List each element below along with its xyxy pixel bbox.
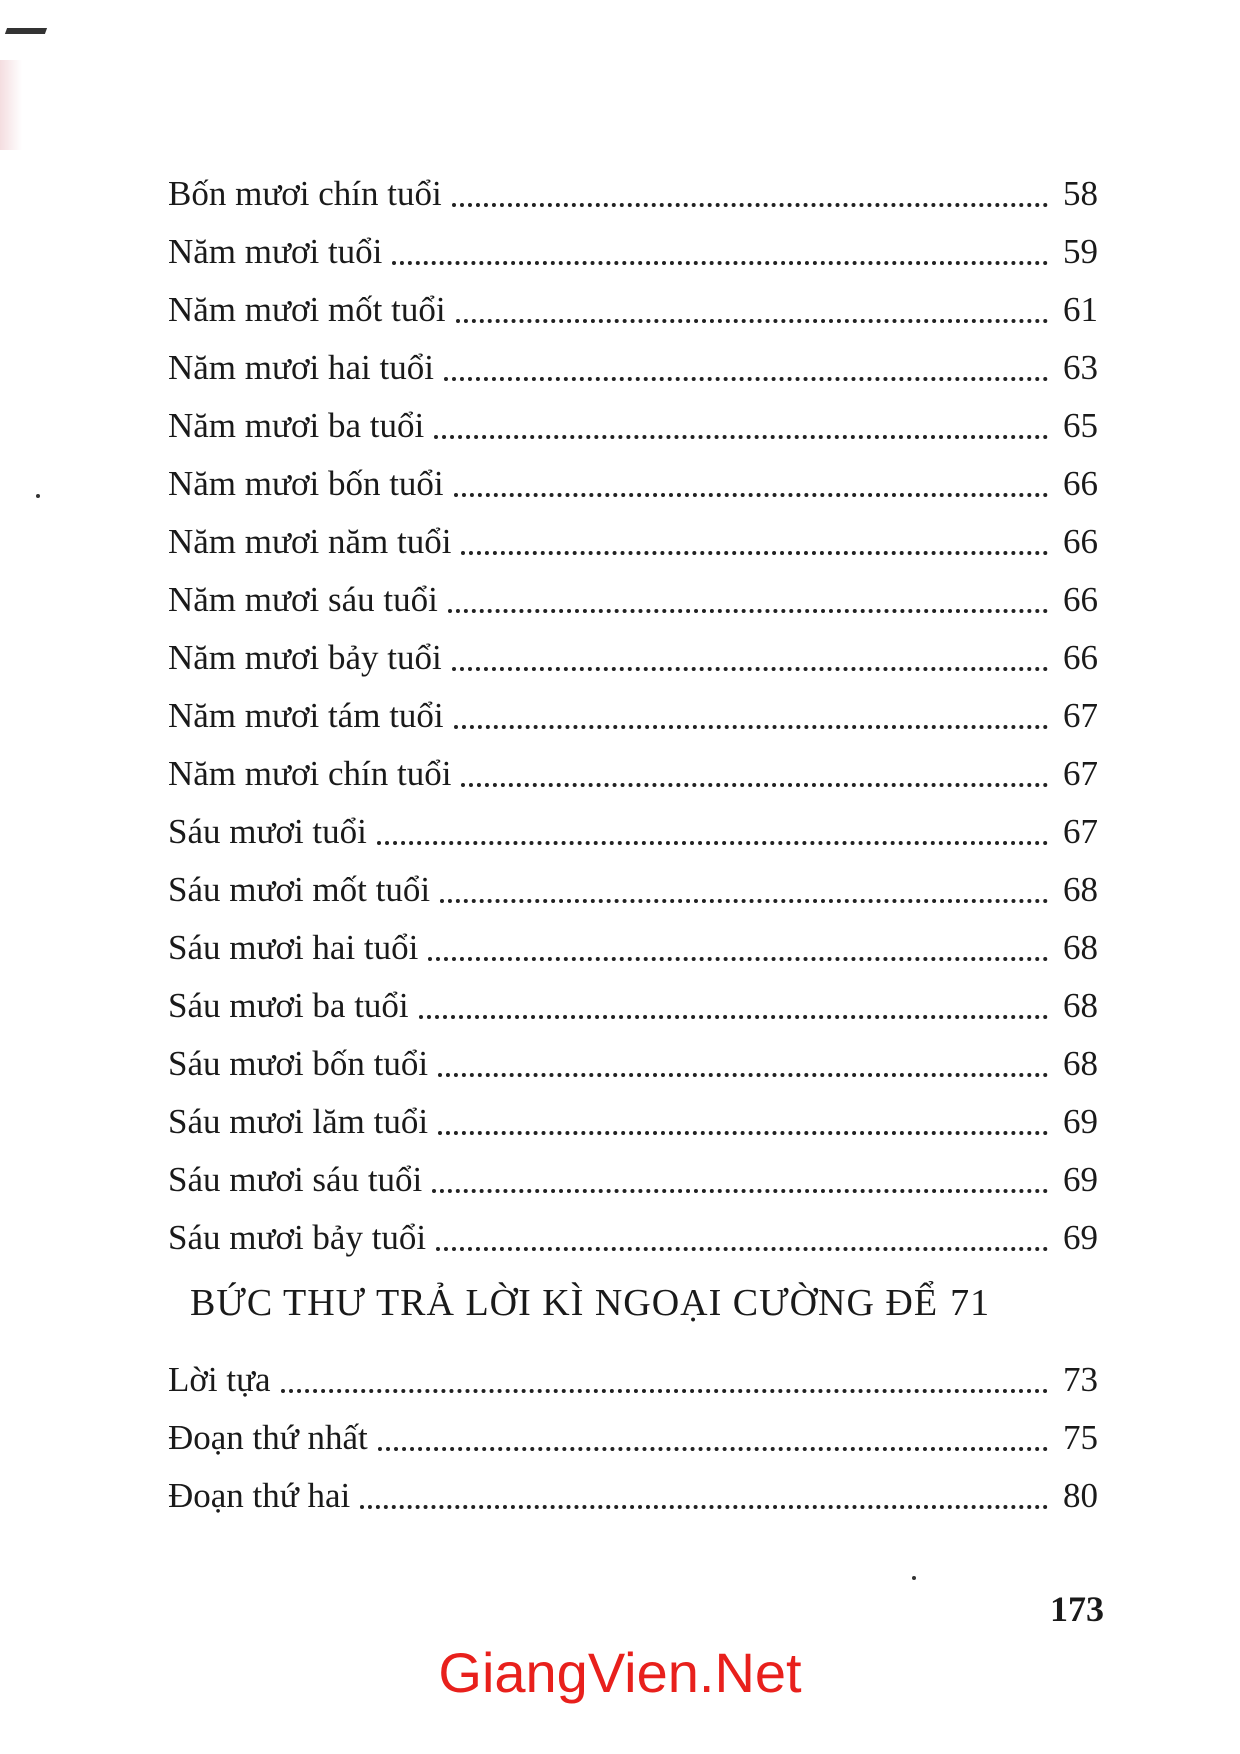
toc-entry-page: 59 [1063,232,1098,271]
toc-entry [168,397,1098,455]
toc-entry [168,455,1098,513]
dot-leader [438,1072,1048,1077]
toc-entry-label: Năm mươi bốn tuổi [168,464,444,503]
dot-leader [438,1130,1048,1135]
toc-entry-page: 66 [1063,464,1098,503]
toc-entry-page: 67 [1063,812,1098,851]
toc-entry-page: 63 [1063,348,1098,387]
toc-entry-label: Sáu mươi bốn tuổi [168,1044,429,1083]
dot-leader [436,1246,1048,1251]
toc-entry-page: 67 [1063,754,1098,793]
toc-entry-page: 61 [1063,290,1098,329]
toc-entry-page: 68 [1063,1044,1098,1083]
toc-entry-label: Năm mươi sáu tuổi [168,580,438,619]
toc-entry-label: Đoạn thứ hai [168,1476,351,1515]
scan-speck [912,1576,916,1580]
dot-leader [377,840,1048,845]
toc-entry-label: Sáu mươi sáu tuổi [168,1160,423,1199]
toc-entry [168,165,1098,223]
toc-entry [168,687,1098,745]
dot-leader [456,318,1048,323]
toc-list-part1 [168,165,1098,1267]
toc-entry [168,1467,1098,1525]
dot-leader [454,492,1048,497]
section-title-text: BỨC THƯ TRẢ LỜI KÌ NGOẠI CƯỜNG ĐỂ [190,1282,939,1324]
dot-leader [360,1504,1048,1509]
dot-leader [461,782,1048,787]
toc-entry-page: 75 [1063,1418,1098,1457]
scan-speck [36,494,40,498]
dot-leader [440,898,1048,903]
toc-entry-page: 67 [1063,696,1098,735]
dot-leader [444,376,1048,381]
toc-entry-label: Năm mươi năm tuổi [168,522,452,561]
toc-entry [168,513,1098,571]
toc-entry-page: 69 [1063,1102,1098,1141]
dot-leader [461,550,1048,555]
toc-entry-label: Sáu mươi ba tuổi [168,986,409,1025]
toc-entry-label: Sáu mươi bảy tuổi [168,1218,427,1257]
toc-entry [168,1093,1098,1151]
dot-leader [378,1446,1048,1451]
toc-entry [168,977,1098,1035]
dot-leader [452,666,1048,671]
toc-entry-label: Sáu mươi hai tuổi [168,928,419,967]
toc-entry [168,1409,1098,1467]
toc-entry [168,1209,1098,1267]
toc-entry-page: 68 [1063,928,1098,967]
toc-entry-label: Năm mươi bảy tuổi [168,638,442,677]
toc-entry-page: 66 [1063,638,1098,677]
toc-entry [168,571,1098,629]
toc-entry-page: 58 [1063,174,1098,213]
scan-edge-shade [0,60,22,150]
toc-entry [168,339,1098,397]
toc-entry [168,629,1098,687]
toc-entry-label: Bốn mươi chín tuổi [168,174,442,213]
toc-entry-label: Đoạn thứ nhất [168,1418,368,1457]
toc-entry-page: 80 [1063,1476,1098,1515]
toc-entry-label: Sáu mươi lăm tuổi [168,1102,429,1141]
toc-entry [168,861,1098,919]
dot-leader [428,956,1048,961]
section-page-number: 71 [950,1282,991,1324]
toc-entry [168,1351,1098,1409]
toc-entry [168,1035,1098,1093]
toc-entry-label: Năm mươi chín tuổi [168,754,452,793]
dot-leader [392,260,1048,265]
toc-list-part2 [168,1351,1098,1525]
toc-entry-label: Năm mươi mốt tuổi [168,290,446,329]
table-of-contents [168,165,1098,1525]
page-number: 173 [1050,1589,1104,1629]
dot-leader [434,434,1048,439]
toc-entry-page: 73 [1063,1360,1098,1399]
dot-leader [448,608,1048,613]
toc-section-heading [168,1281,1098,1345]
toc-entry-page: 66 [1063,580,1098,619]
toc-entry-label: Lời tựa [168,1360,271,1399]
toc-entry-page: 69 [1063,1218,1098,1257]
toc-entry-page: 65 [1063,406,1098,445]
toc-entry-label: Năm mươi tuổi [168,232,383,271]
toc-entry-label: Năm mươi tám tuổi [168,696,444,735]
toc-entry-label: Năm mươi hai tuổi [168,348,434,387]
toc-entry-label: Sáu mươi mốt tuổi [168,870,431,909]
toc-entry [168,803,1098,861]
toc-entry-label: Năm mươi ba tuổi [168,406,425,445]
toc-entry [168,745,1098,803]
scan-corner-mark [5,28,47,34]
watermark: GiangVien.Net [438,1641,802,1704]
toc-entry [168,919,1098,977]
toc-entry [168,223,1098,281]
dot-leader [419,1014,1048,1019]
toc-entry-page: 66 [1063,522,1098,561]
toc-entry-page: 68 [1063,986,1098,1025]
dot-leader [432,1188,1048,1193]
toc-entry-page: 68 [1063,870,1098,909]
dot-leader [281,1388,1048,1393]
toc-entry [168,281,1098,339]
toc-entry-page: 69 [1063,1160,1098,1199]
dot-leader [452,202,1048,207]
toc-entry [168,1151,1098,1209]
dot-leader [454,724,1048,729]
toc-entry-label: Sáu mươi tuổi [168,812,367,851]
